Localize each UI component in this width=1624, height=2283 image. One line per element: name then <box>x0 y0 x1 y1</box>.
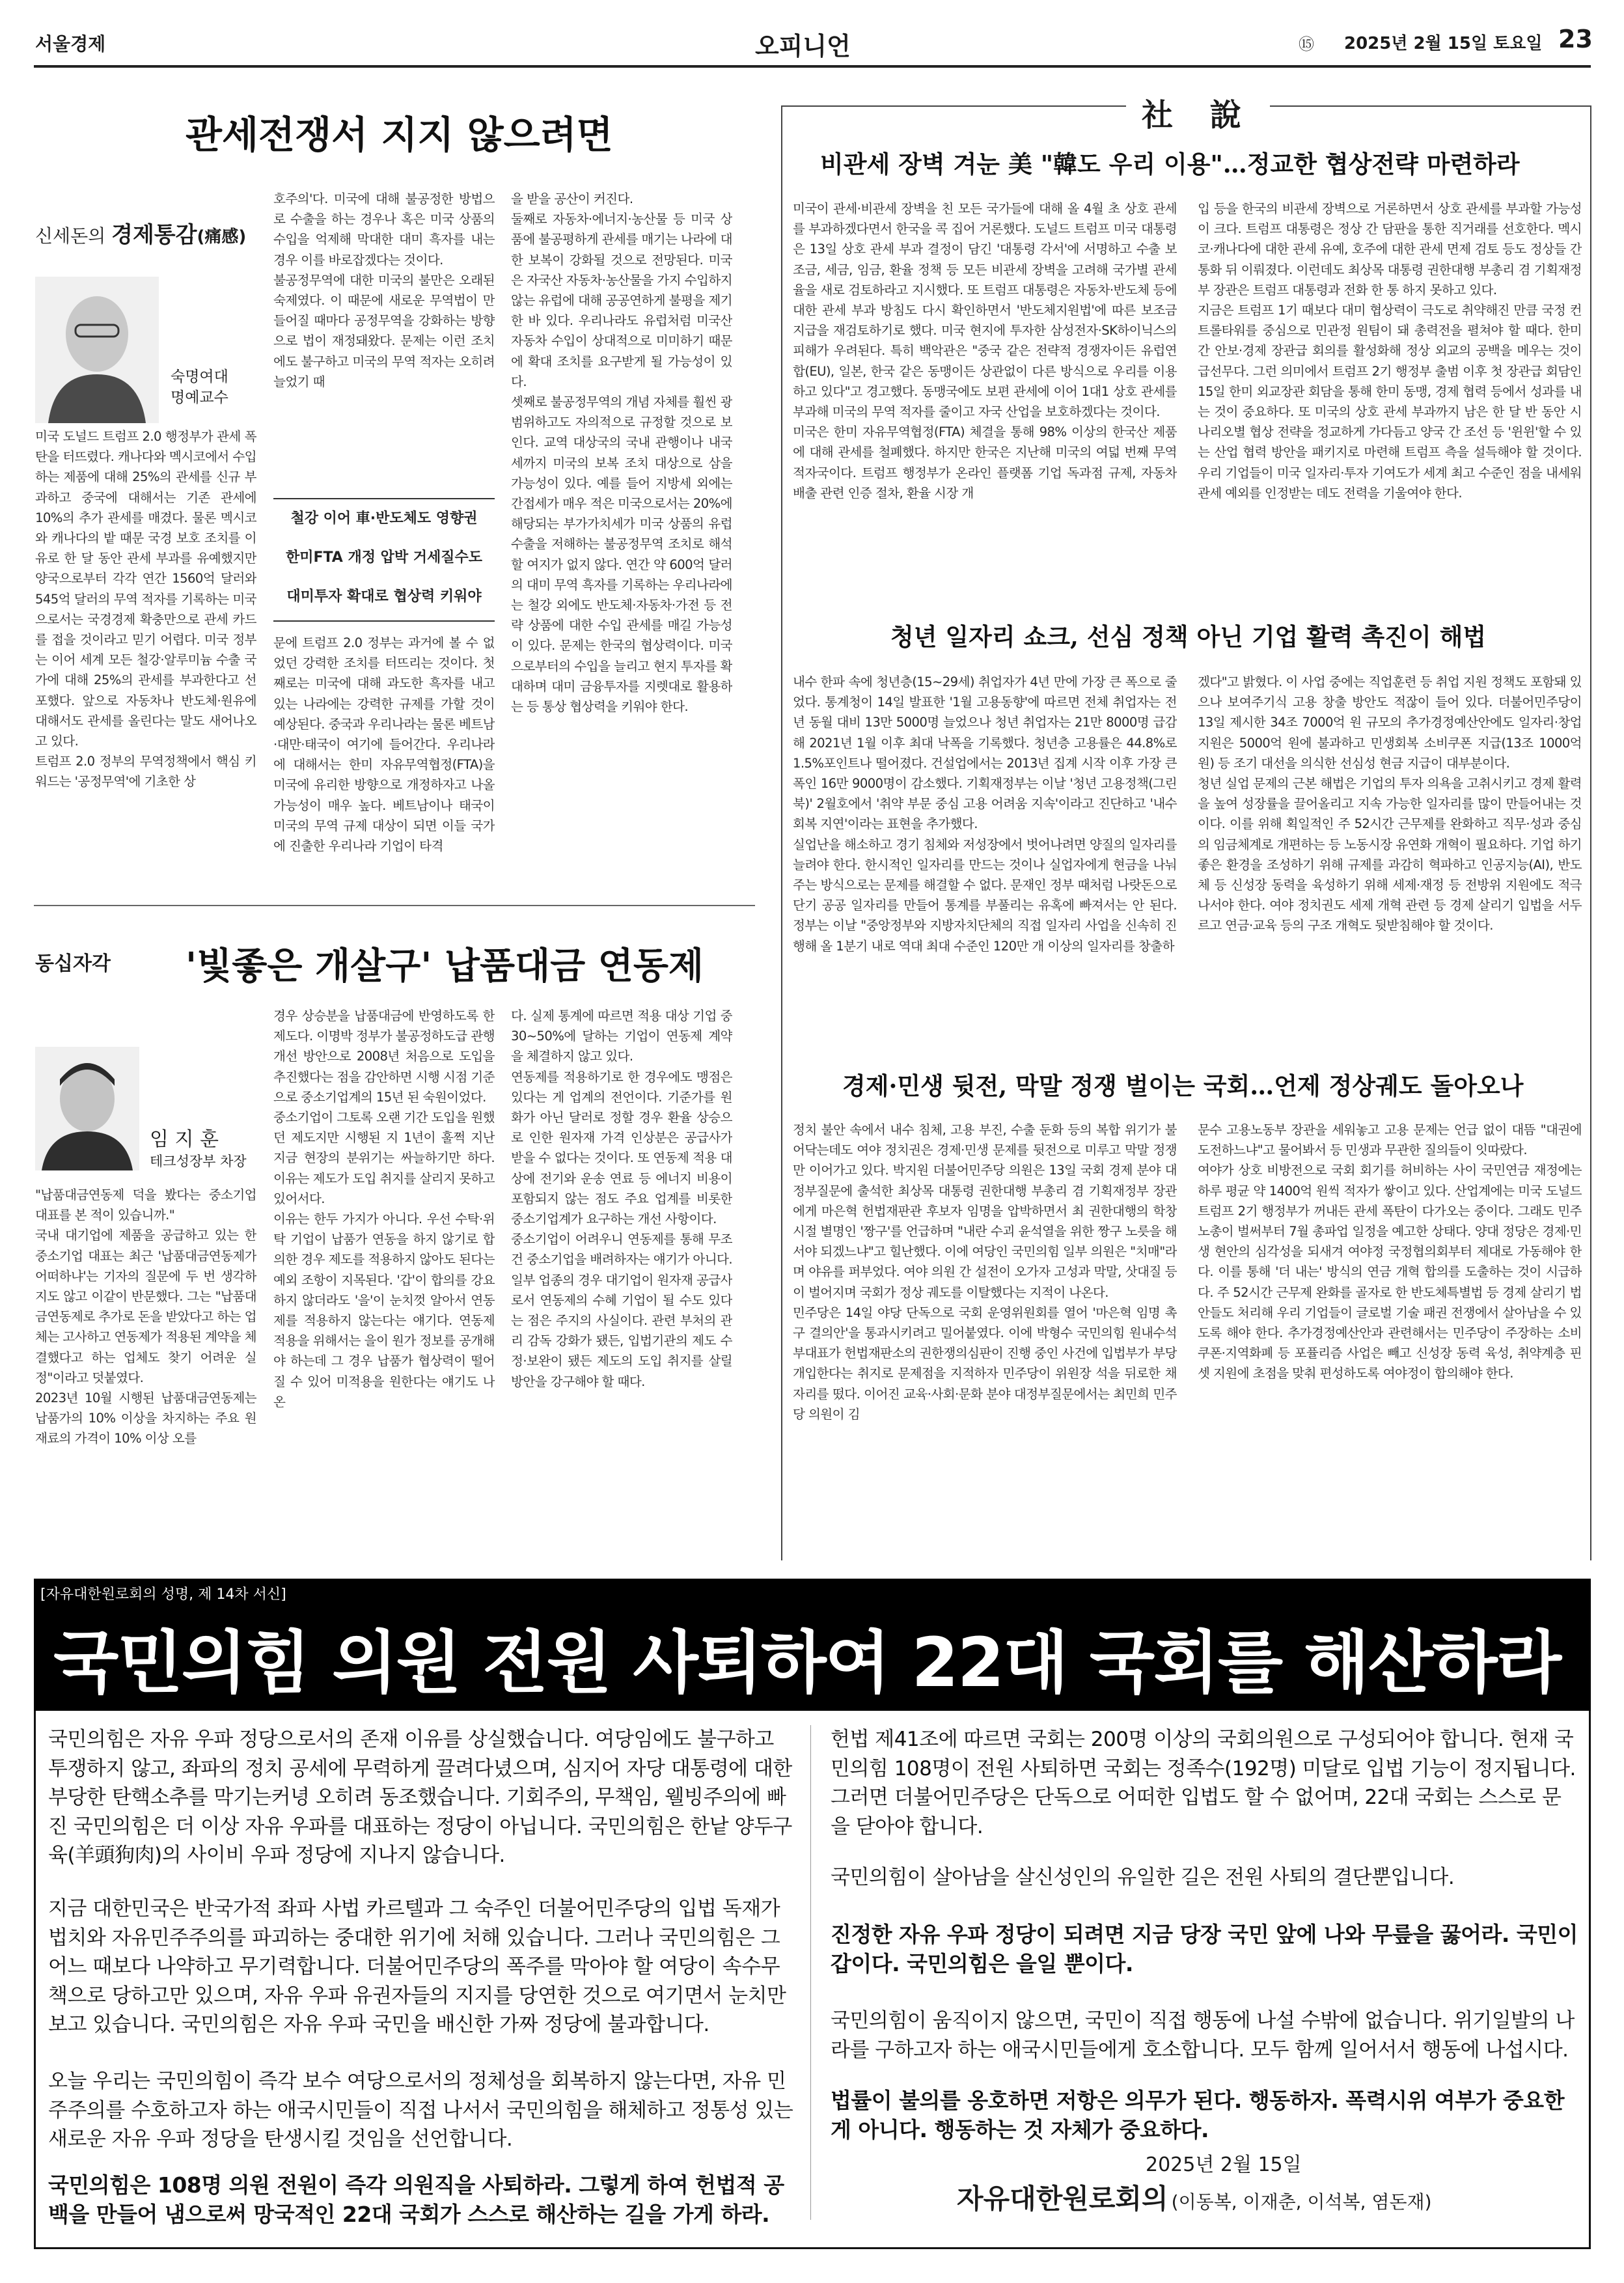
ad-members: (이동복, 이재춘, 이석복, 염돈재) <box>1171 2191 1432 2213</box>
ad-right-p2: 국민의힘이 살아남을 살신성인의 유일한 길은 전원 사퇴의 결단뿐입니다. <box>831 1866 1455 1889</box>
column2-kicker: 동십자각 <box>35 952 111 975</box>
author2-name: 임 지 훈 <box>150 1128 219 1151</box>
issue-date: 2025년 2월 15일 토요일 <box>1344 34 1543 53</box>
ed3-text-b: 문수 고용노동부 장관을 세워놓고 고용 문제는 언급 없이 대뜸 "대권에 도전하느냐"고 물어봐서 등 민생과 무관한 질의들이 잇따랐다. 여야가 상호 비방전으로 국회 회기를 허비하는 사이 국민연금 재정에는 하루 평균 약 1400억 원씩 적자가 쌓이고 있다. 산업계에는 미국 도널드 트럼프 2기 행정부가 꺼내든 관세 폭탄이 다가오는 중이다. 그래도 민주노총이 벌써부터 7월 총파업 일정을 예고한 상태다. 양대 정당은 경제·민생 현안의 심각성을 되새겨 여야정 국정협의회부터 제대로 가동해야 한다. 이를 통해 '더 내는' 방식의 연금 개혁 합의를 도출하는 것이 시급하다. 주 52시간 근무제 완화를 골자로 한 반도체특별법 등 경제 살리기 법안들도 처리해 우리 기업들이 글로벌 기술 패권 전쟁에서 살아남을 수 있도록 해야 한다. 추가경정예산안과 관련해서는 민주당이 주장하는 소비쿠폰·지역화폐 등 포퓰리즘 사업은 빼고 신성장 동력 육성, 취약계층 핀셋 지원에 초점을 맞춰 편성하도록 여야정이 합의해야 한다. <box>1198 1122 1582 1381</box>
ad-date: 2025년 2월 15일 <box>1146 2153 1302 2176</box>
column1-pullquote <box>273 498 495 622</box>
pull-line-3: 대미투자 확대로 협상력 키워야 <box>286 588 482 605</box>
editorial-label: 社 說 <box>1126 90 1270 135</box>
author2-title: 테크성장부 차장 <box>150 1154 247 1169</box>
ed2-title: 청년 일자리 쇼크, 선심 정책 아닌 기업 활력 촉진이 해법 <box>890 622 1487 651</box>
ed3-title: 경제·민생 뒷전, 막말 정쟁 벌이는 국회…언제 정상궤도 돌아오나 <box>842 1072 1524 1100</box>
column1-text-b2: 문에 트럼프 2.0 정부는 과거에 볼 수 없었던 강력한 조치를 터뜨리는 것이다. 첫째로는 미국에 대해 과도한 흑자를 내고 있는 나라에는 강력한 규제를 가할 것이 예상된다. 중국과 우리나라는 물론 베트남·대만·태국이 여기에 들어간다. 우리나라에 대해서는 한미 자유무역협정(FTA)을 미국에 유리한 방향으로 개정하자고 나올 가능성이 매우 높다. 베트남이나 태국이 미국의 무역 규제 대상이 되면 이들 국가에 진출한 우리나라 기업이 타격 <box>273 635 495 854</box>
author-affiliation: 숙명여대 <box>171 368 228 385</box>
ad-headline: 국민의힘 의원 전원 사퇴하여 22대 국회를 해산하라 <box>53 1623 1561 1702</box>
kicker-main: 경제통감 <box>111 222 197 248</box>
ed1-text-a: 미국이 관세·비관세 장벽을 친 모든 국가들에 대해 올 4월 초 상호 관세를 부과하겠다면서 한국을 콕 집어 거론했다. 도널드 트럼프 미국 대통령은 13일 상호 관세 부과 결정이 담긴 '대통령 각서'에 서명하고 수출 보조금, 세금, 임금, 환율 정책 등 모든 비관세 장벽을 고려해 국가별 관세율을 새로 검토하라고 지시했다. 또 트럼프 대통령은 자동차·반도체 등에 대한 관세 부과 방침도 다시 확인하면서 '반도체지원법'에 따른 보조금 지급을 재검토하기로 했다. 미국 현지에 투자한 삼성전자·SK하이닉스의 피해가 우려된다. 특히 백악관은 "중국 같은 전략적 경쟁자이든 유럽연합(EU), 일본, 한국 같은 동맹이든 상관없이 다른 방식으로 우리를 이용하고 있다"고 경고했다. 동맹국에도 보편 관세에 이어 1대1 상호 관세를 부과해 미국의 무역 적자를 줄이고 자국 산업을 보호하겠다는 것이다. 미국은 한미 자유무역협정(FTA) 체결을 통해 98% 이상의 한국산 제품에 대해 관세를 철폐했다. 하지만 한국은 지난해 미국의 여덟 번째 무역 적자국이다. 트럼프 행정부가 온라인 플랫폼 기업 독과점 규제, 자동차 배출 관련 인증 절차, 환율 시장 개 <box>793 201 1177 501</box>
ad-right-p3: 국민의힘이 움직이지 않으면, 국민이 직접 행동에 나설 수밖에 없습니다. 위기일발의 나라를 구하고자 하는 애국시민들에게 호소합니다. 모두 함께 일어서서 행동에 나섭시다. <box>831 2009 1575 2062</box>
ad-org: 자유대한원로회의 <box>957 2183 1168 2215</box>
column1-text-a: 미국 도널드 트럼프 2.0 행정부가 관세 폭탄을 터뜨렸다. 캐나다와 멕시코에서 수입하는 제품에 대해 25%의 관세를 신규 부과하고 중국에 대해서는 기존 관세에 10%의 추가 관세를 매겼다. 물론 멕시코와 캐나다의 밭 때문 국경 보호 조치를 이유로 한 달 동안 관세 부과를 유예했지만 양국으로부터 각각 연간 1560억 달러와 545억 달러의 무역 적자를 기록하는 미국으로서는 국경경제 확충만으로 관세 카드를 접을 것이라고 믿기 어렵다. 미국 정부는 이어 세계 모든 철강·알루미늄 수출 국가에 대해 25%의 관세를 부과한다고 선포했다. 앞으로 자동차나 반도체·원유에 대해서도 관세를 올린다는 말도 새어나오고 있다. 트럼프 2.0 정부의 무역정책에서 핵심 키워드는 '공정무역'에 기초한 상 <box>35 429 256 790</box>
author-title: 명예교수 <box>171 389 228 406</box>
ad-left-p3: 오늘 우리는 국민의힘이 즉각 보수 여당으로서의 정체성을 회복하지 않는다면, 자유 민주주의를 수호하고자 하는 애국시민들이 직접 나서서 국민의힘을 해체하고 정통성 있는 새로운 자유 우파 정당을 탄생시킬 것임을 선언합니다. <box>48 2069 793 2151</box>
ed1-text-b: 입 등을 한국의 비관세 장벽으로 거론하면서 상호 관세를 부과할 가능성이 크다. 트럼프 대통령은 정상 간 담판을 통한 직거래를 선호한다. 멕시코·캐나다에 대한 관세 유예, 호주에 대한 관세 면제 검토 등도 정상들 간 통화 뒤 이뤄졌다. 이런데도 최상목 대통령 권한대행 부총리 겸 기획재정부 장관은 트럼프 대통령과 전화 한 통 하지 못하고 있다. 지금은 트럼프 1기 때보다 대미 협상력이 극도로 취약해진 만큼 국정 컨트롤타워를 중심으로 민관정 원팀이 돼 총력전을 펼쳐야 할 때다. 한미 간 안보·경제 장관급 회의를 활성화해 정상 외교의 공백을 메우는 것이 급선무다. 그런 의미에서 트럼프 2기 행정부 출범 이후 첫 장관급 회담인 15일 한미 외교장관 회담을 통해 한미 동맹, 경제 협력 등에서 성과를 내는 것이 중요하다. 또 미국의 상호 관세 부과까지 남은 한 달 반 동안 시나리오별 협상 전략을 정교하게 가다듬고 양국 간 조선 등 '윈윈'할 수 있는 산업 협력 방안을 패키지로 마련해 트럼프 측을 설득해야 할 것이다. 우리 기업들이 미국 일자리·투자 기여도가 세계 최고 수준인 점을 내세워 관세 예외를 인정받는 데도 전력을 기울여야 한다. <box>1198 201 1582 501</box>
column1-kicker <box>35 217 246 249</box>
ad-left-p1: 국민의힘은 자유 우파 정당으로서의 존재 이유를 상실했습니다. 여당임에도 불구하고 투쟁하지 않고, 좌파의 정치 공세에 무력하게 끌려다녔으며, 심지어 자당 대통령에 대한 부당한 탄핵소추를 막기는커녕 오히려 동조했습니다. 기회주의, 무책임, 웰빙주의에 빠진 국민의힘은 더 이상 자유 우파를 대표하는 정당이 아닙니다. 국민의힘은 한낱 양두구육(羊頭狗肉)의 사이비 우파 정당에 지나지 않습니다. <box>48 1728 792 1867</box>
ed1-title: 비관세 장벽 겨눈 美 "韓도 우리 이용"…정교한 협상전략 마련하라 <box>820 150 1520 178</box>
page-number: 23 <box>1558 25 1593 53</box>
ad-signature <box>957 2178 1432 2217</box>
column2-text-c: 다. 실제 통계에 따르면 적용 대상 기업 중 30~50%에 달하는 기업이 연동제 계약을 체결하지 않고 있다. 연동제를 적용하기로 한 경우에도 맹점은 있다는 게 업계의 전언이다. 기준가를 원화가 아닌 달러로 정할 경우 환율 상승으로 인한 원자재 가격 인상분은 공급사가 받을 수 없다는 것이다. 또 연동제 적용 대상에 전기와 운송 연료 등 에너지 비용이 포함되지 않는 점도 주요 업계를 비롯한 중소기업계가 요구하는 개선 사항이다. 중소기업이 어려우니 연동제를 통해 무조건 중소기업을 배려하자는 얘기가 아니다. 일부 업종의 경우 대기업이 원자재 공급사로서 연동제의 수혜 기업이 될 수도 있다는 점은 주지의 사실이다. 관련 부처의 관리 감독 강화가 됐든, 입법기관의 제도 수정·보완이 됐든 제도의 도입 취지를 살릴 방안을 강구해야 할 때다. <box>511 1008 732 1389</box>
column1-text-c: 을 받을 공산이 커진다. 둘째로 자동차·에너지·농산물 등 미국 상품에 불공평하게 관세를 매기는 나라에 대한 보복이 강화될 것으로 전망된다. 미국은 자국산 자동차·농산물을 가지 수입하지 않는 유럽에 대해 공공연하게 불평을 제기한 바 있다. 우리나라도 유럽처럼 미국산 자동차 수입이 상대적으로 미미하기 때문에 확대 조치를 요구받게 될 가능성이 있다. 셋째로 불공정무역의 개념 자체를 훨씬 광범위하고도 자의적으로 규정할 것으로 보인다. 교역 대상국의 국내 관행이나 내국세까지 미국의 보복 조치 대상으로 삼을 가능성이 있다. 예를 들어 지방세 외에는 간접세가 매우 적은 미국으로서는 20%에 해당되는 부가가치세가 미국 상품의 유럽 수출을 저해하는 불공정무역 조치로 해석할 여지가 없지 않다. 연간 약 600억 달러의 대미 무역 흑자를 기록하는 우리나라에는 철강 외에도 반도체·자동차·가전 등 전략 상품에 대한 수입 관세를 매길 가능성이 있다. 문제는 한국의 협상력이다. 미국으로부터의 수입을 늘리고 현지 투자를 확대하며 대미 금융투자를 지렛대로 활용하는 등 통상 협상력을 키워야 한다. <box>511 191 732 715</box>
column2-text-a: "납품대금연동제 덕을 봤다는 중소기업 대표를 본 적이 있습니까." 국내 대기업에 제품을 공급하고 있는 한 중소기업 대표는 최근 '납품대금연동제가 어떠하냐'는 기자의 질문에 두 번 생각하지도 않고 이같이 반문했다. 그는 "납품대금연동제로 추가로 돈을 받았다고 하는 업체는 고사하고 연동제가 적용된 계약을 체결했다고 하는 업체도 찾기 어려운 실정"이라고 덧붙였다. 2023년 10월 시행된 납품대금연동제는 납품가의 10% 이상을 차지하는 주요 원재료의 가격이 10% 이상 오를 <box>35 1187 256 1446</box>
page-mark: ⑮ <box>1299 35 1314 53</box>
ed2-text-a: 내수 한파 속에 청년층(15~29세) 취업자가 4년 만에 가장 큰 폭으로 줄었다. 통계청이 14일 발표한 '1월 고용동향'에 따르면 전체 취업자는 전년 동월 대비 13만 5000명 늘었으나 청년 취업자는 21만 8000명 급감해 2021년 1월 이후 최대 낙폭을 기록했다. 청년층 고용률은 44.8%로 1.5%포인트나 떨어졌다. 건설업에서는 2013년 집계 시작 이후 가장 큰 폭인 16만 9000명이 감소했다. 기획재정부는 이날 '청년 고용정책(그린북)' 2월호에서 '취약 부문 중심 고용 어려움 지속'이라고 진단하고 '내수 회복 지연'이라는 표현을 추가했다. 실업난을 해소하고 경기 침체와 저성장에서 벗어나려면 양질의 일자리를 늘려야 한다. 한시적인 일자리를 만드는 것이나 실업자에게 현금을 나눠주는 방식으로는 문제를 해결할 수 없다. 문재인 정부 때처럼 나랏돈으로 단기 공공 일자리를 만들어 통계를 부풀리는 유혹에 빠져서는 안 된다. 정부는 이날 "중앙정부와 지방자치단체의 직접 일자리 사업을 신속히 진행해 올 1분기 내로 역대 최대 수준인 120만 개 이상의 일자리를 창출하 <box>793 674 1177 954</box>
header-rule <box>34 65 1591 68</box>
ed2-text-b: 겠다"고 밝혔다. 이 사업 중에는 직업훈련 등 취업 지원 정책도 포함돼 있으나 보여주기식 고용 창출 방안도 적잖이 들어 있다. 더불어민주당이 13일 제시한 34조 7000억 원 규모의 추가경정예산안에도 일자리·창업 지원은 5000억 원에 불과하고 민생회복 소비쿠폰 지급(13조 1000억 원) 등 조기 대선을 의식한 선심성 현금 지급이 대부분이다. 청년 실업 문제의 근본 해법은 기업의 투자 의욕을 고취시키고 경제 활력을 높여 성장률을 끌어올리고 지속 가능한 일자리를 많이 만들어내는 것이다. 이를 위해 획일적인 주 52시간 근무제를 완화하고 직무·성과 중심의 임금체계로 개편하는 등 노동시장 유연화 개혁이 필요하다. 기업 하기 좋은 환경을 조성하기 위해 규제를 과감히 혁파하고 인공지능(AI), 반도체 등 신성장 동력을 육성하기 위해 세제·재정 등 전방위 지원에도 적극 나서야 한다. 여야 정치권도 세제 개혁 관련 등 경제 살리기 입법을 서두르고 연금·교육 등의 구조 개혁도 뒷받침해야 할 것이다. <box>1198 674 1582 934</box>
ad-left-bold: 국민의힘은 108명 의원 전원이 즉각 의원직을 사퇴하라. 그렇게 하여 헌법적 공백을 만들어 냄으로써 망국적인 22대 국회가 스스로 해산하는 길을 가게 하라. <box>48 2172 784 2227</box>
column1-headline: 관세전쟁서 지지 않으려면 <box>186 113 613 157</box>
ad-right-p1: 헌법 제41조에 따르면 국회는 200명 이상의 국회의원으로 구성되어야 합니다. 현재 국민의힘 108명이 전원 사퇴하면 국회는 정족수(192명) 미달로 입법 기능이 정지됩니다. 그러면 더불어민주당은 단독으로 어떠한 입법도 할 수 없어며, 22대 국회는 스스로 문을 닫아야 합니다. <box>831 1728 1576 1838</box>
ed3-text-a: 정치 불안 속에서 내수 침체, 고용 부진, 수출 둔화 등의 복합 위기가 불어닥는데도 여야 정치권은 경제·민생 문제를 뒷전으로 미루고 막말 정쟁만 이어가고 있다. 박지원 더불어민주당 의원은 13일 국회 경제 분야 대정부질문에 출석한 최상목 대통령 권한대행 부총리 겸 기획재정부 장관에게 마은혁 헌법재판관 후보자 임명을 압박하면서 최 권한대행의 학창 시절 별명인 '짱구'를 언급하며 "내란 수괴 윤석열을 위한 짱구 노릇을 해서야 되겠느냐"고 힐난했다. 이에 여당인 국민의힘 일부 의원은 "치매"라며 야유를 퍼부었다. 여야 의원 간 설전이 오가자 고성과 막말, 삿대질 등이 벌어지며 국회가 정상 궤도를 이탈했다는 지적이 나온다. 민주당은 14일 야당 단독으로 국회 운영위원회를 열어 '마은혁 임명 촉구 결의안'을 통과시키려고 밀어붙였다. 이에 박형수 국민의힘 원내수석부대표가 헌법재판소의 권한쟁의심판이 진행 중인 사건에 입법부가 부당 개입한다는 취지로 문제점을 지적하자 민주당이 위원장 석을 뒤로한 채 자리를 떴다. 이어진 교육·사회·문화 분야 대정부질문에서는 최민희 민주당 의원이 김 <box>793 1122 1177 1422</box>
ad-right-bold2: 법률이 불의를 옹호하면 저항은 의무가 된다. 행동하자. 폭력시위 여부가 중요한 게 아니다. 행동하는 것 자체가 중요하다. <box>831 2088 1565 2142</box>
kicker-prefix: 신세돈의 <box>35 225 106 247</box>
kicker-suffix: (痛感) <box>197 227 247 247</box>
pull-line-2: 한미FTA 개정 압박 거세질수도 <box>285 549 483 566</box>
author-photo <box>35 277 159 423</box>
ad-tag: [자유대한원로회의 성명, 제 14차 서신] <box>40 1586 286 1603</box>
author2-photo <box>35 1047 139 1170</box>
masthead-paper: 서울경제 <box>35 33 106 55</box>
ad-left-p2: 지금 대한민국은 반국가적 좌파 사법 카르텔과 그 숙주인 더불어민주당의 입법 독재가 법치와 자유민주주의를 파괴하는 중대한 위기에 처해 있습니다. 그러나 국민의힘은 그 어느 때보다 나약하고 무기력합니다. 더불어민주당의 폭주를 막아야 할 여당이 속수무책으로 당하고만 있으며, 자유 우파 유권자들의 지지를 당연한 것으로 여기면서 눈치만 보고 있습니다. 국민의힘은 자유 우파 국민을 배신한 가짜 정당에 불과합니다. <box>48 1897 786 2036</box>
section-name: 오피니언 <box>755 32 851 61</box>
column2-headline: '빛좋은 개살구' 납품대금 연동제 <box>186 945 704 988</box>
ad-divider <box>810 1725 811 2220</box>
pull-line-1: 철강 이어 車·반도체도 영향권 <box>290 510 478 527</box>
column1-text-b: 호주의'다. 미국에 대해 불공정한 방법으로 수출을 하는 경우나 혹은 미국 상품의 수입을 억제해 막대한 대미 흑자를 내는 경우 이를 바로잡겠다는 것이다. 불공정무역에 대한 미국의 불만은 오래된 숙제였다. 이 때문에 새로운 무역법이 만들어질 때마다 공정무역을 강화하는 방향으로 법이 재정돼왔다. 문제는 이런 조치에도 불구하고 미국의 무역 적자는 오히려 늘었기 때 <box>273 191 495 389</box>
column2-text-b: 경우 상승분을 납품대금에 반영하도록 한 제도다. 이명박 정부가 불공정하도급 관행 개선 방안으로 2008년 처음으로 도입을 추진했다는 점을 감안하면 시행 시점 기준으로 중소기업계의 15년 된 숙원이었다. 중소기업이 그토록 오랜 기간 도입을 원했던 제도지만 시행된 지 1년이 훌쩍 지난 지금 현장의 분위기는 싸늘하기만 하다. 이유는 제도가 도입 취지를 살리지 못하고 있어서다. 이유는 한두 가지가 아니다. 우선 수탁·위탁 기업이 납품가 연동을 하지 않기로 합의한 경우 제도를 적용하지 않아도 된다는 예외 조항이 지목된다. '갑'이 합의를 강요하지 않더라도 '을'이 눈치껏 알아서 연동제를 적용하지 않는다는 얘기다. 연동제 적용을 위해서는 을이 원가 정보를 공개해야 하는데 그 경우 납품가 협상력이 떨어질 수 있어 미적용을 원한다는 얘기도 나온 <box>273 1008 495 1409</box>
ad-right-bold1: 진정한 자유 우파 정당이 되려면 지금 당장 국민 앞에 나와 무릎을 꿇어라. 국민이 갑이다. 국민의힘은 을일 뿐이다. <box>831 1922 1578 1976</box>
column-divider-h <box>34 905 755 906</box>
